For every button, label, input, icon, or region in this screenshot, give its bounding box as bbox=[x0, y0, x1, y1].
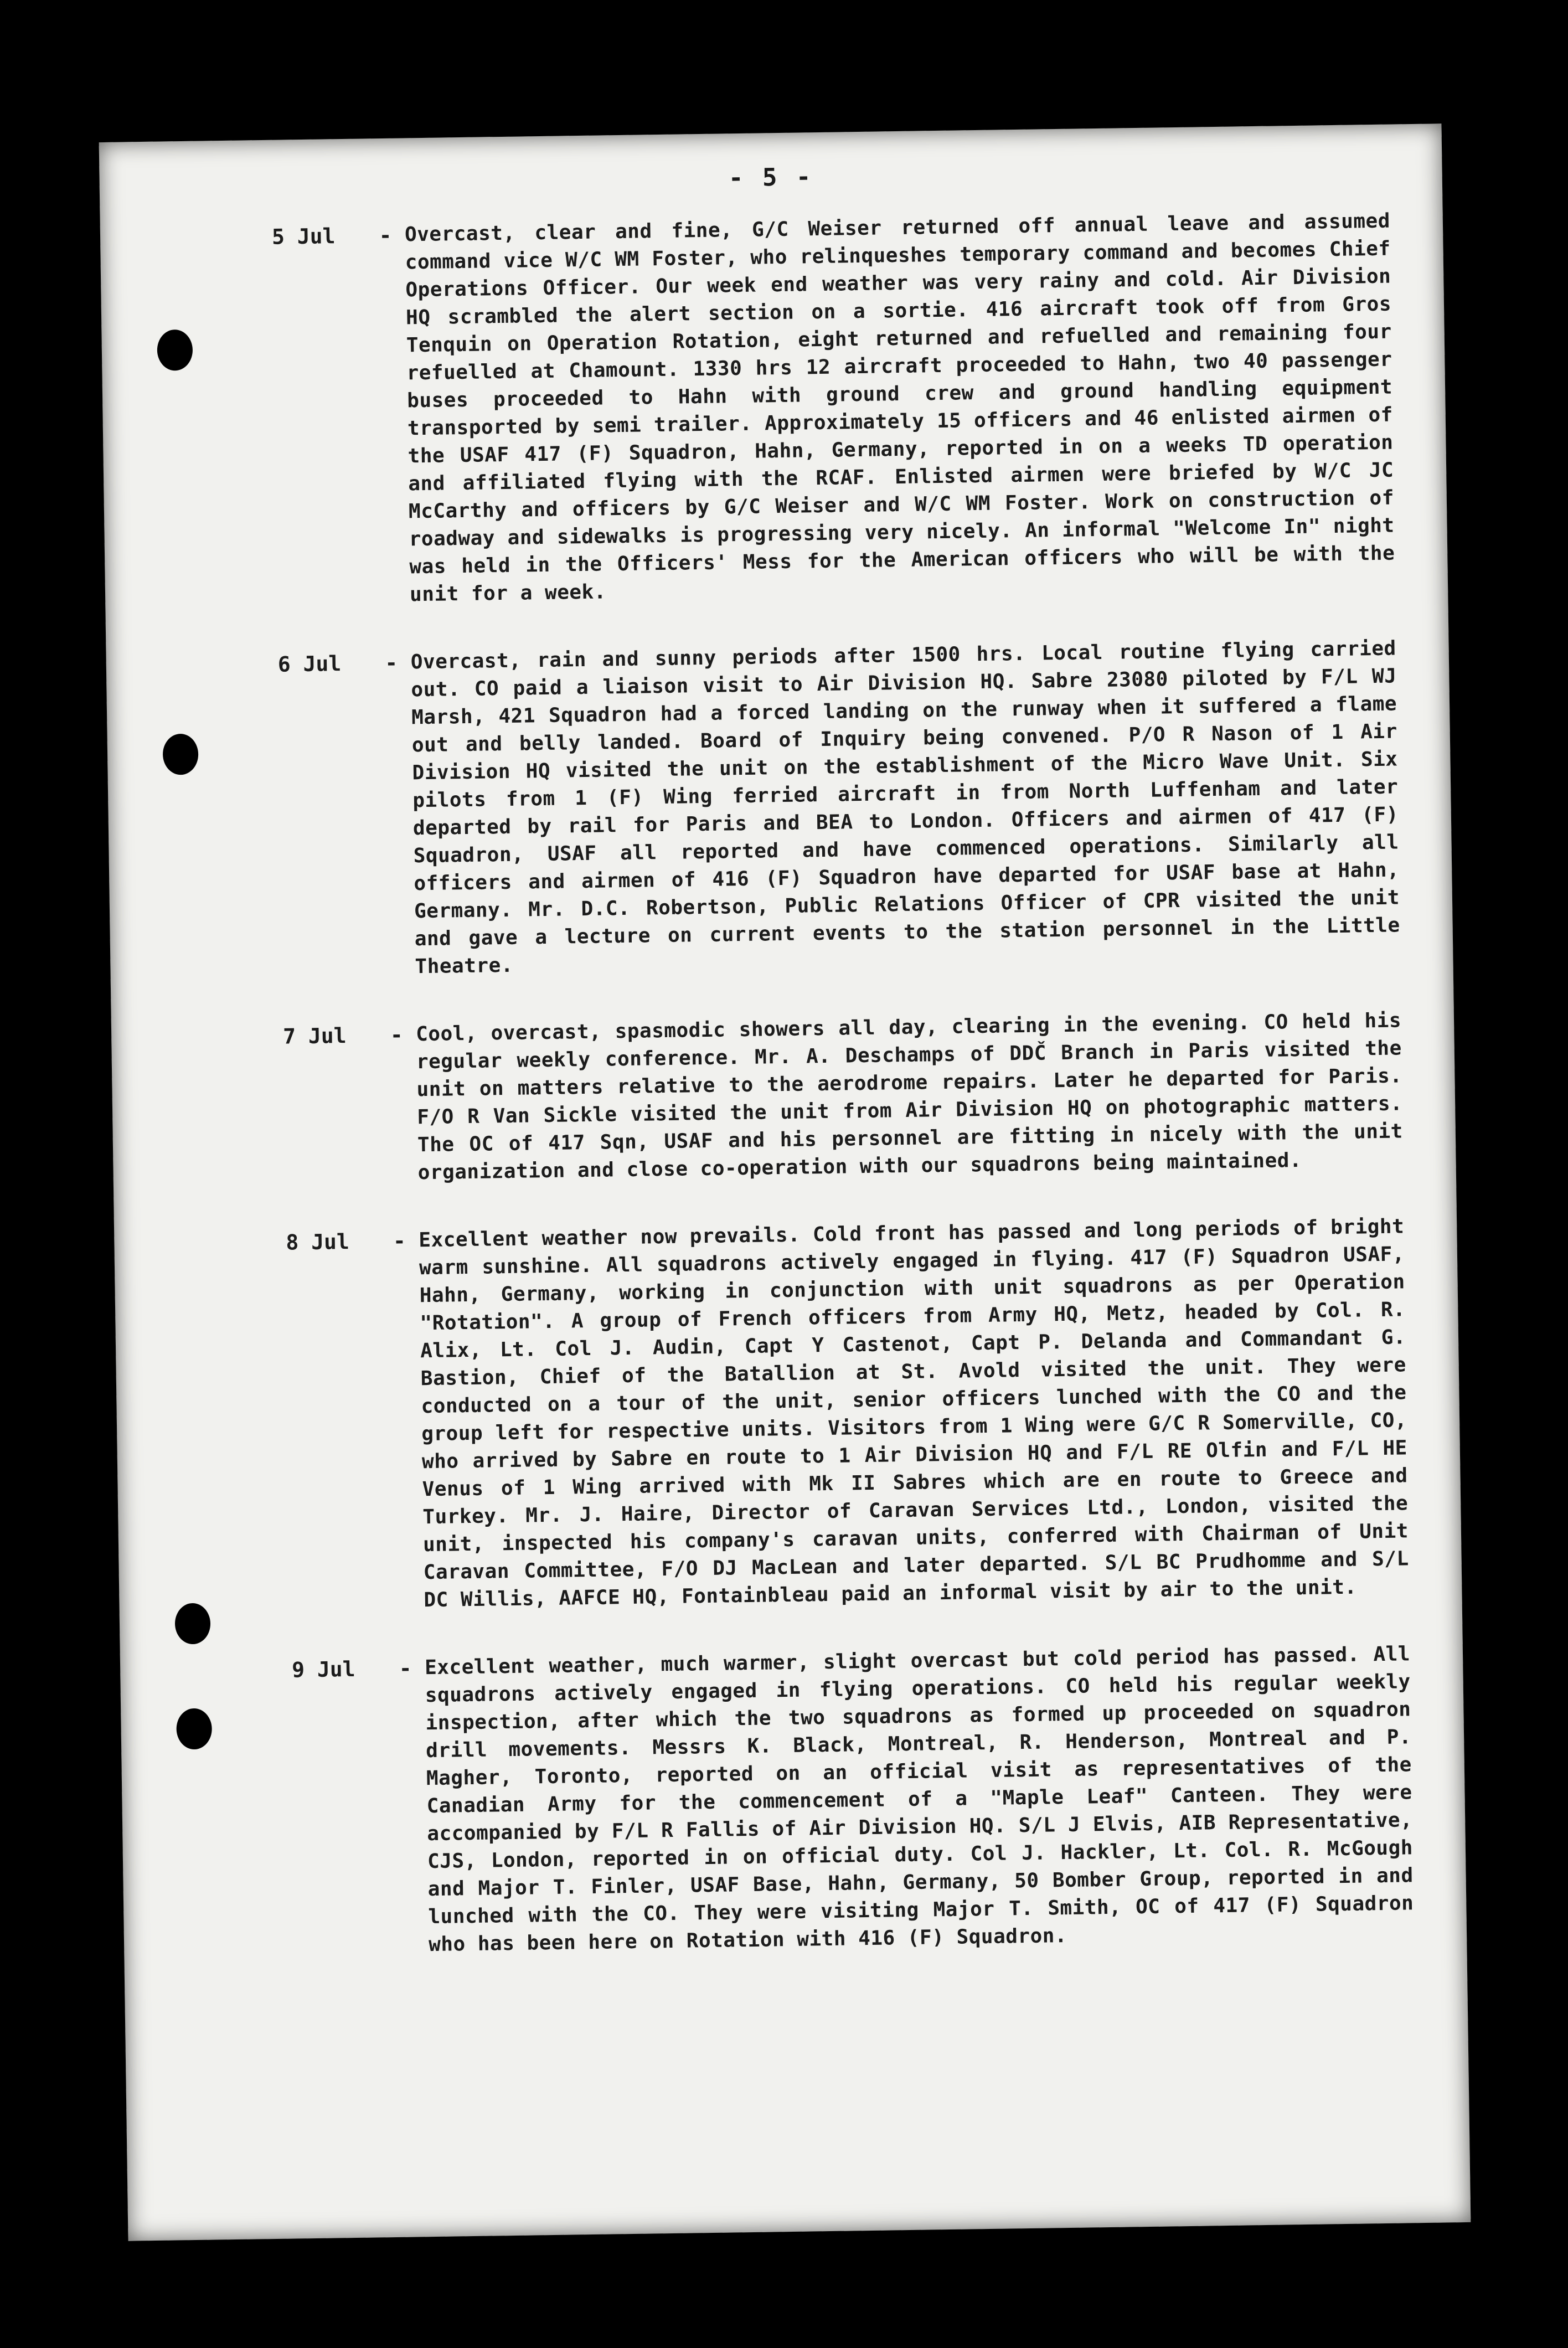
diary-entry bbox=[286, 1213, 1410, 1616]
diary-entry bbox=[272, 208, 1396, 611]
punch-hole-lower bbox=[175, 1603, 211, 1645]
diary-entry bbox=[278, 635, 1401, 982]
punch-hole-bottom bbox=[176, 1708, 212, 1750]
diary-entry bbox=[283, 1007, 1404, 1188]
entry-date: 6 Jul bbox=[277, 651, 342, 677]
entry-text: Cool, overcast, spasmodic showers all day, clearing in the evening. CO held his regular weekly conference. Mr. A. Deschamps of DDČ Branch in Paris visited the unit on matters relative to the aerodrome repairs. Later he departed for Paris. F/O R Van Sickle visited the unit from Air Division HQ on photographic matters. The OC of 417 Sqn, USAF and his personnel are fitting in nicely with the unit organization and close co-operation with our squadrons being maintained. bbox=[415, 1009, 1404, 1185]
entry-text: Overcast, clear and fine, G/C Weiser returned off annual leave and assumed command vice W/C WM Foster, who relinqueshes temporary command and becomes Chief Operations Officer. Our week end weather was very rainy and cold. Air Division HQ scrambled the alert section on a sortie. 416 aircraft took off from Gros Tenquin on Operation Rotation, eight returned and refuelled and remaining four refuelled at Chamount. 1330 hrs 12 aircraft proceeded to Hahn, two 40 passenger buses proceeded to Hahn with ground crew and ground handling equipment transported by semi trailer. Approximately 15 officers and 46 enlisted airmen of the USAF 417 (F) Squadron, Hahn, Germany, reported in on a weeks TD operation and affiliated flying with the RCAF. Enlisted airmen were briefed by W/C JC McCarthy and officers by G/C Weiser and W/C WM Foster. Work on construction of roadway and sidewalks is progressing very nicely. An informal "Welcome In" night was held in the Officers' Mess for the American officers who will be with the unit for a week. bbox=[404, 209, 1395, 606]
entry-text: Excellent weather, much warmer, slight overcast but cold period has passed. All squadrons actively engaged in flying operations. CO held his regular weekly inspection, after which the two squadrons as formed up proceeded on squadron drill movements. Messrs K. Black, Montreal, R. Henderson, Montreal and P. Magher, Toronto, reported on an official visit as representatives of the Canadian Army for the commencement of a "Maple Leaf" Canteen. They were accompanied by F/L R Fallis of Air Division HQ. S/L J Elvis, AIB Representative, CJS, London, reported in on official duty. Col J. Hackler, Lt. Col. R. McGough and Major T. Finler, USAF Base, Hahn, Germany, 50 Bomber Group, reported in and lunched with the CO. They were visiting Major T. Smith, OC of 417 (F) Squadron who has been here on Rotation with 416 (F) Squadron. bbox=[424, 1642, 1414, 1956]
entry-dash: - bbox=[393, 1228, 406, 1253]
entry-date: 5 Jul bbox=[271, 224, 336, 249]
punch-hole-middle bbox=[163, 734, 199, 775]
entry-dash: - bbox=[379, 223, 392, 248]
entry-dash: - bbox=[390, 1022, 403, 1047]
entry-text: Excellent weather now prevails. Cold front has passed and long periods of bright warm sunshine. All squadrons actively engaged in flying. 417 (F) Squadron USAF, Hahn, Germany, working in conjunction with unit squadrons as per Operation "Rotation". A group of French officers from Army HQ, Metz, headed by Col. R. Alix, Lt. Col J. Audin, Capt Y Castenot, Capt P. Delanda and Commandant G. Bastion, Chief of the Batallion at St. Avold visited the unit. They were conducted on a tour of the unit, senior officers lunched with the CO and the group left for respective units. Visitors from 1 Wing were G/C R Somerville, CO, who arrived by Sabre en route to 1 Air Division HQ and F/L RE Olfin and F/L HE Venus of 1 Wing arrived with Mk II Sabres which are en route to Greece and Turkey. Mr. J. Haire, Director of Caravan Services Ltd., London, visited the unit, inspected his company's caravan units, conferred with Chairman of Unit Caravan Committee, F/O DJ MacLean and later departed. S/L BC Prudhomme and S/L DC Willis, AAFCE HQ, Fontainbleau paid an informal visit by air to the unit. bbox=[419, 1215, 1409, 1612]
entry-text: Overcast, rain and sunny periods after 1500 hrs. Local routine flying carried out. CO paid a liaison visit to Air Division HQ. Sabre 23080 piloted by F/L WJ Marsh, 421 Squadron had a forced landing on the runway when it suffered a flame out and belly landed. Board of Inquiry being convened. P/O R Nason of 1 Air Division HQ visited the unit on the establishment of the Micro Wave Unit. Six pilots from 1 (F) Wing ferried aircraft in from North Luffenham and later departed by rail for Paris and BEA to London. Officers and airmen of 417 (F) Squadron, USAF all reported and have commenced operations. Similarly all officers and airmen of 416 (F) Squadron have departed for USAF base at Hahn, Germany. Mr. D.C. Robertson, Public Relations Officer of CPR visited the unit and gave a lecture on current events to the station personnel in the Little Theatre. bbox=[410, 637, 1400, 979]
document-page bbox=[99, 123, 1471, 2241]
entry-date: 8 Jul bbox=[286, 1229, 350, 1255]
entry-date: 9 Jul bbox=[291, 1656, 355, 1682]
entry-date: 7 Jul bbox=[282, 1023, 347, 1049]
entry-dash: - bbox=[399, 1656, 412, 1681]
diary-entries bbox=[272, 208, 1415, 2001]
diary-entry bbox=[292, 1640, 1414, 1960]
entry-dash: - bbox=[385, 650, 398, 675]
punch-hole-top bbox=[157, 329, 193, 371]
page-number: - 5 - bbox=[728, 163, 813, 193]
